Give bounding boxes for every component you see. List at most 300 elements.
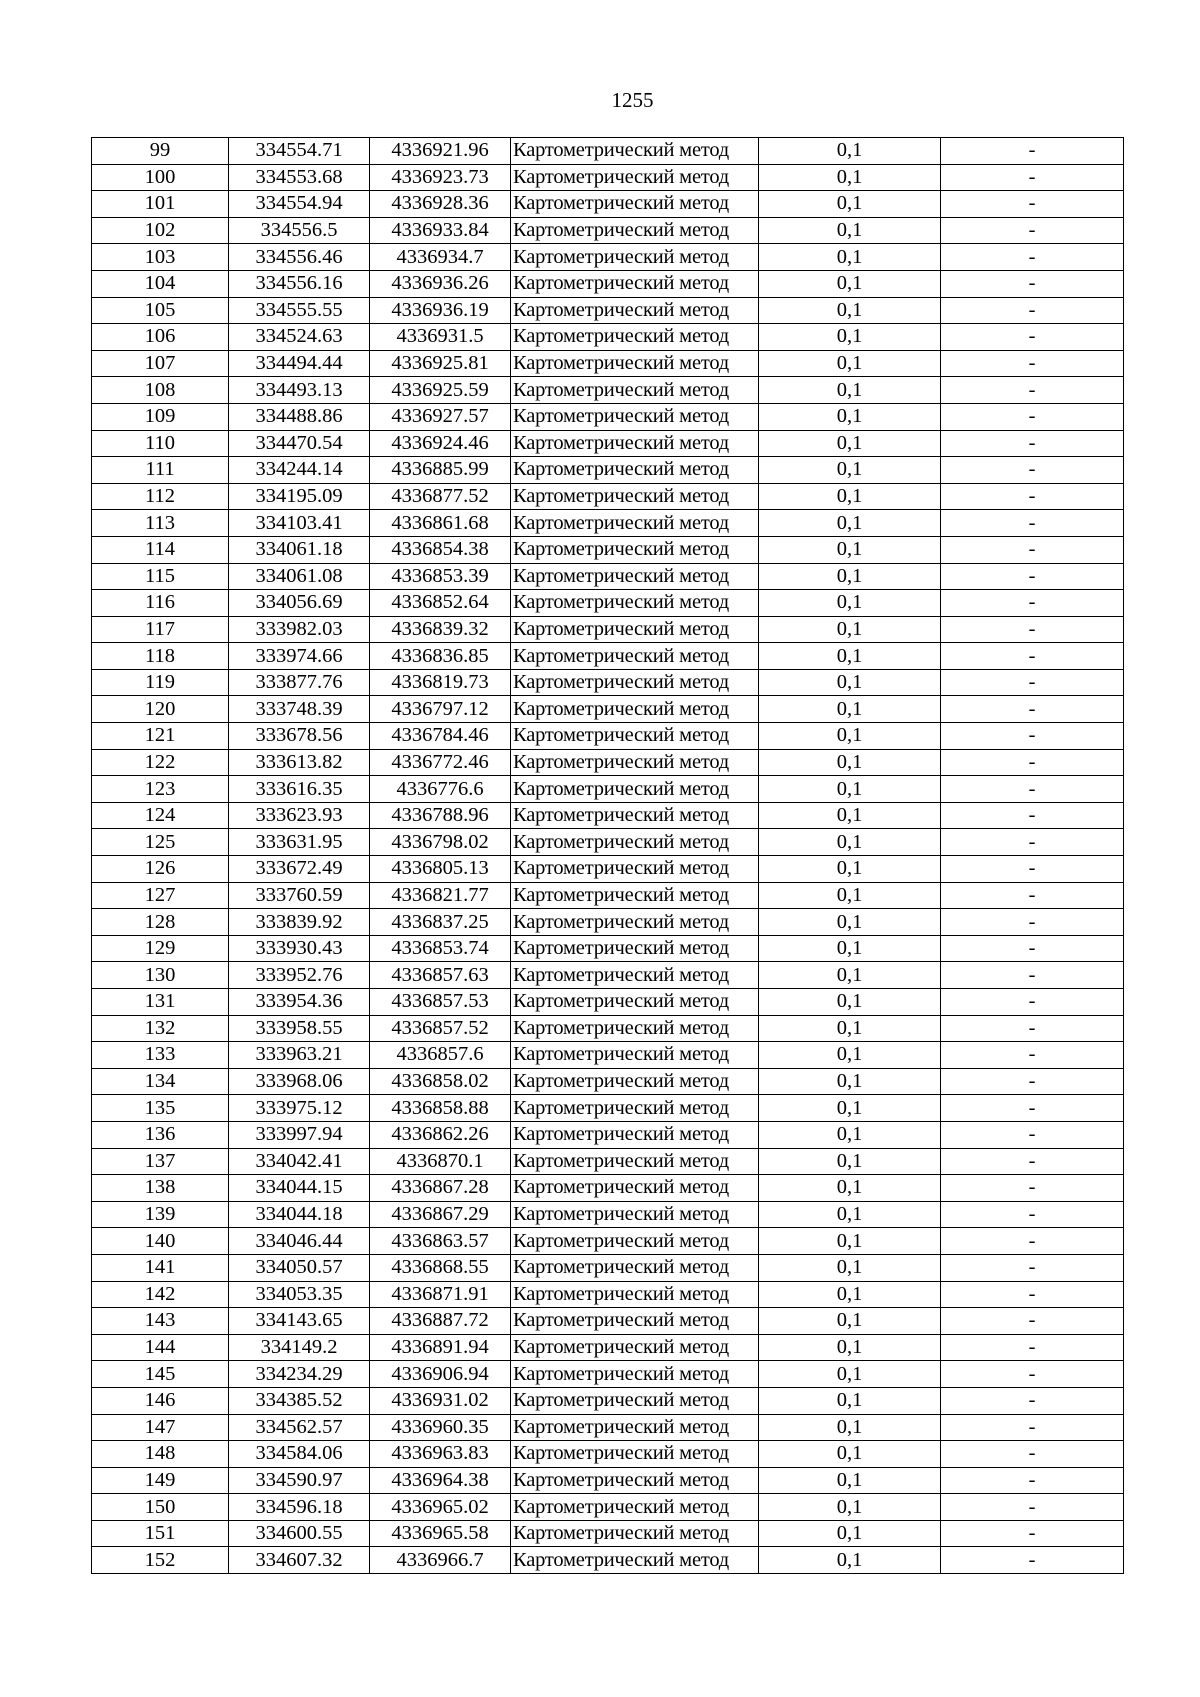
accuracy-cell: 0,1 (759, 1068, 941, 1095)
table-row (92, 802, 1124, 829)
x-coordinate-cell: 334556.5 (229, 217, 370, 244)
x-coordinate-cell: 334584.06 (229, 1441, 370, 1468)
method-cell: Картометрический метод (511, 1228, 759, 1255)
y-coordinate-cell: 4336887.72 (370, 1308, 511, 1335)
table-row (92, 191, 1124, 218)
point-number-cell: 120 (92, 696, 229, 723)
table-row (92, 935, 1124, 962)
x-coordinate-cell: 334600.55 (229, 1520, 370, 1547)
method-cell: Картометрический метод (511, 749, 759, 776)
accuracy-cell: 0,1 (759, 1334, 941, 1361)
method-cell: Картометрический метод (511, 377, 759, 404)
table-row (92, 1068, 1124, 1095)
y-coordinate-cell: 4336891.94 (370, 1334, 511, 1361)
note-cell: - (941, 536, 1124, 563)
y-coordinate-cell: 4336965.02 (370, 1494, 511, 1521)
table-row (92, 1547, 1124, 1574)
point-number-cell: 103 (92, 244, 229, 271)
method-cell: Картометрический метод (511, 1467, 759, 1494)
point-number-cell: 101 (92, 191, 229, 218)
table-row (92, 962, 1124, 989)
note-cell: - (941, 1361, 1124, 1388)
table-row (92, 1467, 1124, 1494)
x-coordinate-cell: 334590.97 (229, 1467, 370, 1494)
note-cell: - (941, 377, 1124, 404)
table-row (92, 1494, 1124, 1521)
y-coordinate-cell: 4336853.39 (370, 563, 511, 590)
table-row (92, 138, 1124, 165)
table-row (92, 590, 1124, 617)
x-coordinate-cell: 334556.46 (229, 244, 370, 271)
x-coordinate-cell: 333613.82 (229, 749, 370, 776)
table-row (92, 457, 1124, 484)
accuracy-cell: 0,1 (759, 1547, 941, 1574)
note-cell: - (941, 1520, 1124, 1547)
table-row (92, 909, 1124, 936)
point-number-cell: 144 (92, 1334, 229, 1361)
accuracy-cell: 0,1 (759, 324, 941, 351)
y-coordinate-cell: 4336788.96 (370, 802, 511, 829)
accuracy-cell: 0,1 (759, 270, 941, 297)
accuracy-cell: 0,1 (759, 989, 941, 1016)
accuracy-cell: 0,1 (759, 643, 941, 670)
point-number-cell: 149 (92, 1467, 229, 1494)
x-coordinate-cell: 334053.35 (229, 1281, 370, 1308)
y-coordinate-cell: 4336931.5 (370, 324, 511, 351)
point-number-cell: 133 (92, 1042, 229, 1069)
accuracy-cell: 0,1 (759, 776, 941, 803)
accuracy-cell: 0,1 (759, 962, 941, 989)
point-number-cell: 138 (92, 1175, 229, 1202)
x-coordinate-cell: 334061.08 (229, 563, 370, 590)
note-cell: - (941, 643, 1124, 670)
y-coordinate-cell: 4336906.94 (370, 1361, 511, 1388)
note-cell: - (941, 1281, 1124, 1308)
method-cell: Картометрический метод (511, 829, 759, 856)
method-cell: Картометрический метод (511, 1042, 759, 1069)
method-cell: Картометрический метод (511, 1281, 759, 1308)
point-number-cell: 130 (92, 962, 229, 989)
point-number-cell: 150 (92, 1494, 229, 1521)
x-coordinate-cell: 334596.18 (229, 1494, 370, 1521)
accuracy-cell: 0,1 (759, 164, 941, 191)
table-row (92, 989, 1124, 1016)
point-number-cell: 102 (92, 217, 229, 244)
table-row (92, 244, 1124, 271)
note-cell: - (941, 856, 1124, 883)
y-coordinate-cell: 4336867.28 (370, 1175, 511, 1202)
table-row (92, 1334, 1124, 1361)
method-cell: Картометрический метод (511, 669, 759, 696)
y-coordinate-cell: 4336867.29 (370, 1201, 511, 1228)
accuracy-cell: 0,1 (759, 1308, 941, 1335)
y-coordinate-cell: 4336868.55 (370, 1254, 511, 1281)
method-cell: Картометрический метод (511, 643, 759, 670)
x-coordinate-cell: 333954.36 (229, 989, 370, 1016)
method-cell: Картометрический метод (511, 989, 759, 1016)
accuracy-cell: 0,1 (759, 829, 941, 856)
method-cell: Картометрический метод (511, 1441, 759, 1468)
note-cell: - (941, 403, 1124, 430)
method-cell: Картометрический метод (511, 1361, 759, 1388)
method-cell: Картометрический метод (511, 1308, 759, 1335)
point-number-cell: 126 (92, 856, 229, 883)
y-coordinate-cell: 4336925.59 (370, 377, 511, 404)
accuracy-cell: 0,1 (759, 138, 941, 165)
note-cell: - (941, 350, 1124, 377)
y-coordinate-cell: 4336821.77 (370, 882, 511, 909)
accuracy-cell: 0,1 (759, 510, 941, 537)
table-row (92, 749, 1124, 776)
y-coordinate-cell: 4336836.85 (370, 643, 511, 670)
y-coordinate-cell: 4336798.02 (370, 829, 511, 856)
x-coordinate-cell: 334149.2 (229, 1334, 370, 1361)
y-coordinate-cell: 4336784.46 (370, 723, 511, 750)
x-coordinate-cell: 333748.39 (229, 696, 370, 723)
y-coordinate-cell: 4336772.46 (370, 749, 511, 776)
point-number-cell: 109 (92, 403, 229, 430)
point-number-cell: 145 (92, 1361, 229, 1388)
y-coordinate-cell: 4336965.58 (370, 1520, 511, 1547)
y-coordinate-cell: 4336857.6 (370, 1042, 511, 1069)
table-row (92, 377, 1124, 404)
point-number-cell: 136 (92, 1121, 229, 1148)
note-cell: - (941, 696, 1124, 723)
note-cell: - (941, 457, 1124, 484)
method-cell: Картометрический метод (511, 1547, 759, 1574)
method-cell: Картометрический метод (511, 723, 759, 750)
method-cell: Картометрический метод (511, 882, 759, 909)
accuracy-cell: 0,1 (759, 1201, 941, 1228)
accuracy-cell: 0,1 (759, 244, 941, 271)
point-number-cell: 148 (92, 1441, 229, 1468)
x-coordinate-cell: 334607.32 (229, 1547, 370, 1574)
method-cell: Картометрический метод (511, 191, 759, 218)
page-number: 1255 (611, 88, 654, 112)
x-coordinate-cell: 333616.35 (229, 776, 370, 803)
point-number-cell: 124 (92, 802, 229, 829)
table-row (92, 1281, 1124, 1308)
point-number-cell: 143 (92, 1308, 229, 1335)
x-coordinate-cell: 334554.94 (229, 191, 370, 218)
table-row (92, 563, 1124, 590)
note-cell: - (941, 1068, 1124, 1095)
point-number-cell: 147 (92, 1414, 229, 1441)
table-row (92, 324, 1124, 351)
x-coordinate-cell: 333958.55 (229, 1015, 370, 1042)
accuracy-cell: 0,1 (759, 935, 941, 962)
table-row (92, 696, 1124, 723)
y-coordinate-cell: 4336933.84 (370, 217, 511, 244)
y-coordinate-cell: 4336924.46 (370, 430, 511, 457)
note-cell: - (941, 882, 1124, 909)
accuracy-cell: 0,1 (759, 563, 941, 590)
method-cell: Картометрический метод (511, 776, 759, 803)
point-number-cell: 119 (92, 669, 229, 696)
point-number-cell: 115 (92, 563, 229, 590)
method-cell: Картометрический метод (511, 590, 759, 617)
x-coordinate-cell: 334056.69 (229, 590, 370, 617)
point-number-cell: 121 (92, 723, 229, 750)
note-cell: - (941, 244, 1124, 271)
note-cell: - (941, 1387, 1124, 1414)
table-row (92, 1015, 1124, 1042)
point-number-cell: 100 (92, 164, 229, 191)
point-number-cell: 105 (92, 297, 229, 324)
point-number-cell: 146 (92, 1387, 229, 1414)
accuracy-cell: 0,1 (759, 1520, 941, 1547)
accuracy-cell: 0,1 (759, 536, 941, 563)
accuracy-cell: 0,1 (759, 616, 941, 643)
accuracy-cell: 0,1 (759, 882, 941, 909)
accuracy-cell: 0,1 (759, 802, 941, 829)
note-cell: - (941, 723, 1124, 750)
y-coordinate-cell: 4336934.7 (370, 244, 511, 271)
accuracy-cell: 0,1 (759, 1228, 941, 1255)
y-coordinate-cell: 4336839.32 (370, 616, 511, 643)
accuracy-cell: 0,1 (759, 1015, 941, 1042)
table-row (92, 829, 1124, 856)
method-cell: Картометрический метод (511, 244, 759, 271)
note-cell: - (941, 1254, 1124, 1281)
accuracy-cell: 0,1 (759, 217, 941, 244)
x-coordinate-cell: 334488.86 (229, 403, 370, 430)
table-row (92, 1228, 1124, 1255)
accuracy-cell: 0,1 (759, 1148, 941, 1175)
method-cell: Картометрический метод (511, 350, 759, 377)
method-cell: Картометрический метод (511, 696, 759, 723)
y-coordinate-cell: 4336858.88 (370, 1095, 511, 1122)
note-cell: - (941, 191, 1124, 218)
note-cell: - (941, 962, 1124, 989)
x-coordinate-cell: 334044.15 (229, 1175, 370, 1202)
accuracy-cell: 0,1 (759, 856, 941, 883)
note-cell: - (941, 430, 1124, 457)
x-coordinate-cell: 334061.18 (229, 536, 370, 563)
accuracy-cell: 0,1 (759, 1414, 941, 1441)
y-coordinate-cell: 4336857.63 (370, 962, 511, 989)
point-number-cell: 111 (92, 457, 229, 484)
y-coordinate-cell: 4336871.91 (370, 1281, 511, 1308)
method-cell: Картометрический метод (511, 1334, 759, 1361)
y-coordinate-cell: 4336964.38 (370, 1467, 511, 1494)
method-cell: Картометрический метод (511, 935, 759, 962)
method-cell: Картометрический метод (511, 1175, 759, 1202)
x-coordinate-cell: 334244.14 (229, 457, 370, 484)
x-coordinate-cell: 333760.59 (229, 882, 370, 909)
note-cell: - (941, 1467, 1124, 1494)
point-number-cell: 151 (92, 1520, 229, 1547)
accuracy-cell: 0,1 (759, 1441, 941, 1468)
method-cell: Картометрический метод (511, 403, 759, 430)
x-coordinate-cell: 334556.16 (229, 270, 370, 297)
note-cell: - (941, 483, 1124, 510)
method-cell: Картометрический метод (511, 1254, 759, 1281)
method-cell: Картометрический метод (511, 536, 759, 563)
note-cell: - (941, 510, 1124, 537)
y-coordinate-cell: 4336921.96 (370, 138, 511, 165)
note-cell: - (941, 935, 1124, 962)
x-coordinate-cell: 333975.12 (229, 1095, 370, 1122)
table-row (92, 430, 1124, 457)
y-coordinate-cell: 4336936.26 (370, 270, 511, 297)
x-coordinate-cell: 333672.49 (229, 856, 370, 883)
y-coordinate-cell: 4336853.74 (370, 935, 511, 962)
table-row (92, 1148, 1124, 1175)
note-cell: - (941, 1494, 1124, 1521)
table-body (92, 138, 1124, 1574)
table-row (92, 1201, 1124, 1228)
accuracy-cell: 0,1 (759, 1387, 941, 1414)
x-coordinate-cell: 334195.09 (229, 483, 370, 510)
y-coordinate-cell: 4336861.68 (370, 510, 511, 537)
table-row (92, 669, 1124, 696)
table-row (92, 1042, 1124, 1069)
x-coordinate-cell: 333982.03 (229, 616, 370, 643)
note-cell: - (941, 138, 1124, 165)
x-coordinate-cell: 333930.43 (229, 935, 370, 962)
note-cell: - (941, 590, 1124, 617)
table-row (92, 643, 1124, 670)
accuracy-cell: 0,1 (759, 1467, 941, 1494)
x-coordinate-cell: 334555.55 (229, 297, 370, 324)
table-row (92, 776, 1124, 803)
y-coordinate-cell: 4336960.35 (370, 1414, 511, 1441)
accuracy-cell: 0,1 (759, 749, 941, 776)
note-cell: - (941, 776, 1124, 803)
method-cell: Картометрический метод (511, 1494, 759, 1521)
method-cell: Картометрический метод (511, 457, 759, 484)
y-coordinate-cell: 4336863.57 (370, 1228, 511, 1255)
point-number-cell: 131 (92, 989, 229, 1016)
accuracy-cell: 0,1 (759, 1281, 941, 1308)
point-number-cell: 112 (92, 483, 229, 510)
accuracy-cell: 0,1 (759, 1494, 941, 1521)
table-row (92, 1414, 1124, 1441)
note-cell: - (941, 802, 1124, 829)
note-cell: - (941, 297, 1124, 324)
note-cell: - (941, 1547, 1124, 1574)
method-cell: Картометрический метод (511, 510, 759, 537)
accuracy-cell: 0,1 (759, 909, 941, 936)
x-coordinate-cell: 334143.65 (229, 1308, 370, 1335)
method-cell: Картометрический метод (511, 1201, 759, 1228)
accuracy-cell: 0,1 (759, 297, 941, 324)
method-cell: Картометрический метод (511, 616, 759, 643)
table-row (92, 1175, 1124, 1202)
note-cell: - (941, 669, 1124, 696)
point-number-cell: 117 (92, 616, 229, 643)
y-coordinate-cell: 4336966.7 (370, 1547, 511, 1574)
note-cell: - (941, 1095, 1124, 1122)
point-number-cell: 113 (92, 510, 229, 537)
accuracy-cell: 0,1 (759, 483, 941, 510)
x-coordinate-cell: 333877.76 (229, 669, 370, 696)
note-cell: - (941, 563, 1124, 590)
note-cell: - (941, 1175, 1124, 1202)
table-row (92, 483, 1124, 510)
x-coordinate-cell: 334562.57 (229, 1414, 370, 1441)
table-row (92, 350, 1124, 377)
point-number-cell: 132 (92, 1015, 229, 1042)
y-coordinate-cell: 4336925.81 (370, 350, 511, 377)
x-coordinate-cell: 334042.41 (229, 1148, 370, 1175)
method-cell: Картометрический метод (511, 1121, 759, 1148)
x-coordinate-cell: 333839.92 (229, 909, 370, 936)
table-row (92, 882, 1124, 909)
method-cell: Картометрический метод (511, 1520, 759, 1547)
table-row (92, 1121, 1124, 1148)
note-cell: - (941, 1308, 1124, 1335)
note-cell: - (941, 1148, 1124, 1175)
x-coordinate-cell: 333678.56 (229, 723, 370, 750)
table-row (92, 403, 1124, 430)
note-cell: - (941, 1414, 1124, 1441)
point-number-cell: 140 (92, 1228, 229, 1255)
point-number-cell: 114 (92, 536, 229, 563)
point-number-cell: 142 (92, 1281, 229, 1308)
method-cell: Картометрический метод (511, 802, 759, 829)
x-coordinate-cell: 334554.71 (229, 138, 370, 165)
method-cell: Картометрический метод (511, 563, 759, 590)
accuracy-cell: 0,1 (759, 669, 941, 696)
point-number-cell: 104 (92, 270, 229, 297)
y-coordinate-cell: 4336819.73 (370, 669, 511, 696)
point-number-cell: 118 (92, 643, 229, 670)
x-coordinate-cell: 333974.66 (229, 643, 370, 670)
method-cell: Картометрический метод (511, 217, 759, 244)
y-coordinate-cell: 4336857.52 (370, 1015, 511, 1042)
point-number-cell: 110 (92, 430, 229, 457)
note-cell: - (941, 270, 1124, 297)
method-cell: Картометрический метод (511, 1414, 759, 1441)
x-coordinate-cell: 334494.44 (229, 350, 370, 377)
note-cell: - (941, 749, 1124, 776)
method-cell: Картометрический метод (511, 324, 759, 351)
point-number-cell: 122 (92, 749, 229, 776)
y-coordinate-cell: 4336963.83 (370, 1441, 511, 1468)
method-cell: Картометрический метод (511, 138, 759, 165)
y-coordinate-cell: 4336862.26 (370, 1121, 511, 1148)
table-row (92, 1095, 1124, 1122)
accuracy-cell: 0,1 (759, 1175, 941, 1202)
note-cell: - (941, 616, 1124, 643)
y-coordinate-cell: 4336776.6 (370, 776, 511, 803)
table-row (92, 856, 1124, 883)
point-number-cell: 107 (92, 350, 229, 377)
x-coordinate-cell: 334044.18 (229, 1201, 370, 1228)
accuracy-cell: 0,1 (759, 403, 941, 430)
y-coordinate-cell: 4336837.25 (370, 909, 511, 936)
method-cell: Картометрический метод (511, 164, 759, 191)
point-number-cell: 127 (92, 882, 229, 909)
x-coordinate-cell: 334524.63 (229, 324, 370, 351)
y-coordinate-cell: 4336858.02 (370, 1068, 511, 1095)
y-coordinate-cell: 4336870.1 (370, 1148, 511, 1175)
table-row (92, 1308, 1124, 1335)
note-cell: - (941, 829, 1124, 856)
x-coordinate-cell: 333952.76 (229, 962, 370, 989)
y-coordinate-cell: 4336885.99 (370, 457, 511, 484)
table-row (92, 164, 1124, 191)
x-coordinate-cell: 334493.13 (229, 377, 370, 404)
accuracy-cell: 0,1 (759, 350, 941, 377)
point-number-cell: 135 (92, 1095, 229, 1122)
x-coordinate-cell: 333623.93 (229, 802, 370, 829)
method-cell: Картометрический метод (511, 962, 759, 989)
table-row (92, 536, 1124, 563)
point-number-cell: 125 (92, 829, 229, 856)
